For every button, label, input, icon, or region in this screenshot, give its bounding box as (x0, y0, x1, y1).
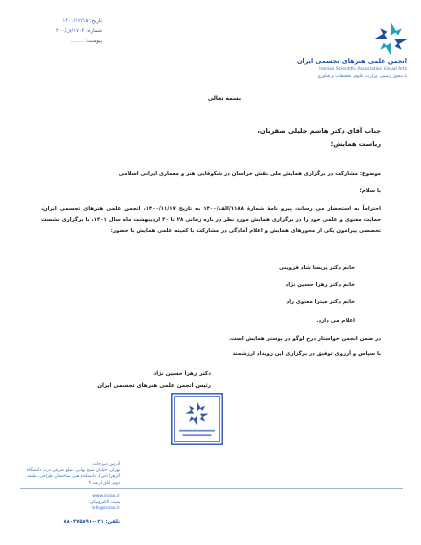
recipient-name: جناب آقای دکتر هاشم جلیلی صفریان، (257, 127, 381, 135)
attachment-line (22, 38, 102, 44)
phone-number: ۰۲۱-۸۸۰۴۷۵۸۹۱ (63, 519, 104, 525)
license-line: با مجوز رسمی وزارت علوم، تحقیقات و فناوری (317, 74, 407, 79)
association-name-fa: انجمن علمی هنرهای تجسمی ایران (296, 57, 407, 65)
footer-phone (22, 519, 120, 525)
participant-3: خانم دکتر میترا معنوی راد (286, 299, 355, 305)
number-value: ۱۷۰۴/ف/۴۰۰ (56, 28, 85, 34)
bismillah-heading: بسمه تعالی (207, 96, 241, 102)
logo-request-line: در ضمن انجمن خواستار درج لوگو در پوستر همایش است. (228, 336, 381, 342)
attachment-value: ........ (70, 38, 84, 44)
footer-divider (20, 488, 403, 489)
announce-line: اعلام می دارد. (316, 318, 355, 324)
attachment-label: پیوست: (85, 38, 102, 44)
email-label: پست الکترونیکی: (88, 500, 120, 506)
address-label: آدرس دبیرخانه: (91, 462, 120, 467)
participant-2: خانم دکتر زهرا حسین نژاد (285, 282, 355, 288)
email-link[interactable]: info@isvaa.ir (91, 506, 120, 512)
number-label: شماره: (86, 28, 102, 34)
date-line (22, 18, 102, 24)
address-text: تهران، خیابان شیخ بهایی، ضلع شرقی درب دانشگاه الزهرا (س)، دانشکده هنر، ساختمان طراحی، طبقه دوم، اتاق ارشد ۴ (26, 468, 120, 486)
phone-label: تلفن: (105, 519, 120, 525)
date-value: ۱۴۰۰/۱۲/۱۵ (62, 18, 89, 24)
number-line (22, 28, 102, 34)
greeting: با سلام؛ (359, 188, 381, 194)
footer-contact (22, 494, 120, 513)
participant-1: خانم دکتر پریسا شاد قزوینی (278, 265, 355, 271)
footer-address (22, 462, 120, 487)
association-name-en: Iranian Scientific Association Visual Arts (319, 67, 407, 72)
association-stamp-icon (170, 392, 224, 446)
signer-name: دکتر زهرا حسین نژاد (153, 371, 211, 377)
signer-title: رئیس انجمن علمی هنرهای تجسمی ایران (97, 383, 211, 389)
subject-line: موضوع: مشارکت در برگزاری همایش ملی نقش خراسان در شکوفایی هنر و معماری ایرانی اسلامی (118, 171, 381, 177)
body-paragraph: احتراماً به استحضار می رساند، پیرو نامهٔ شمارهٔ ۱۱۸۸/الف/۱۴۰۰ به تاریخ ۱۴۰۰/۱۱/۱۷، انجمن علمی هنرهای تجسمی ایران، حمایت معنوی و علمی خود را در برگزاری همایش مورد نظر در بازه زمانی ۲۸ تا ۳۰ اردیبهشت ماه سال ۱۴۰۱، با برگزاری نشست تخصصی پیرامون یکی از محورهای همایش و اعلام آمادگی در مشارکت با کمیته علمی همایش با حضور: (41, 206, 381, 235)
recipient-title: ریاست همایش؛ (330, 140, 381, 148)
association-logo-icon (373, 21, 409, 57)
date-label: تاریخ: (89, 18, 102, 24)
website-link[interactable]: www.isvaa.ir (92, 494, 120, 499)
closing-wishes: با سپاس و آرزوی توفیق در برگزاری این رویداد ارزشمند (232, 351, 381, 357)
